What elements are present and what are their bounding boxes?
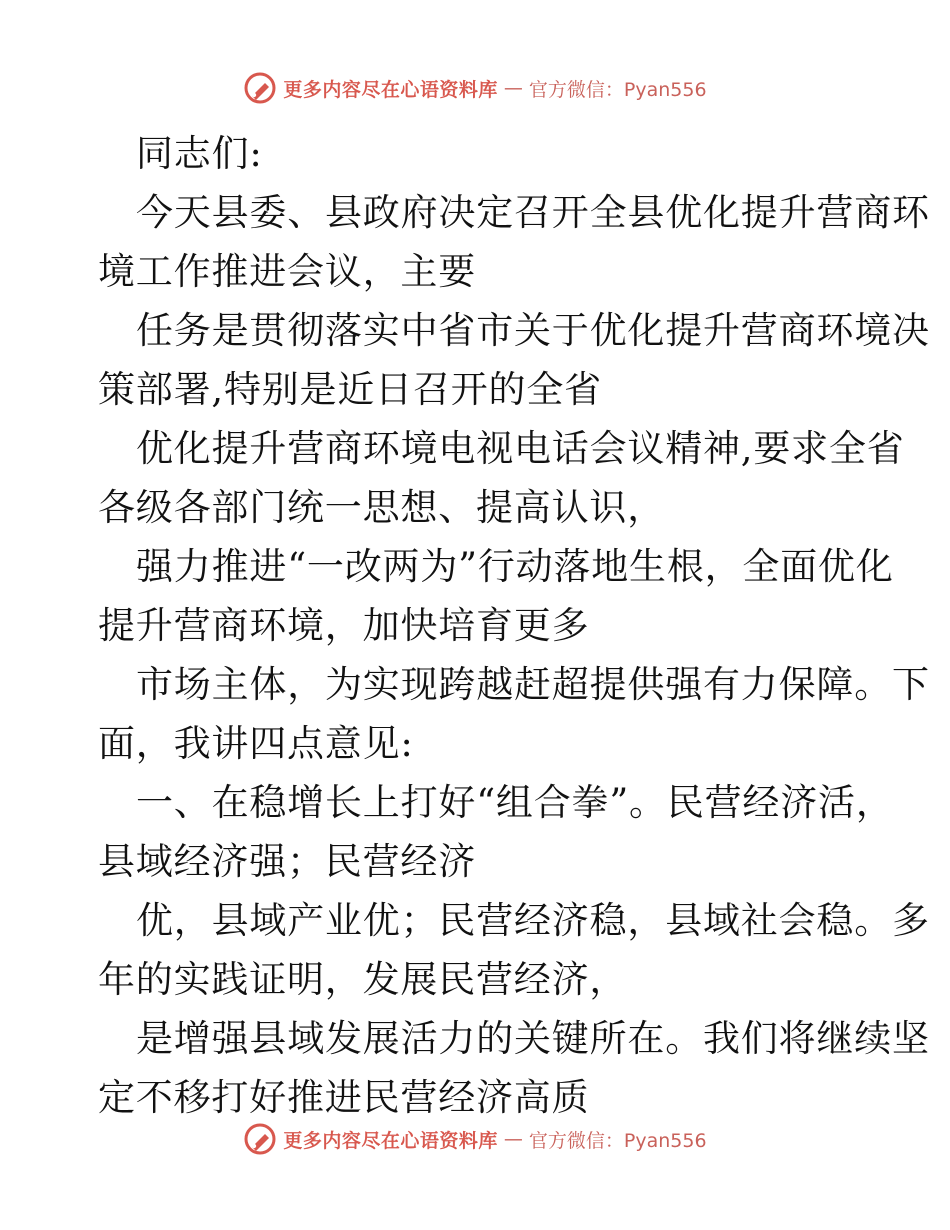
text-line: 优化提升营商环境电视电话会议精神,要求全省 (136, 427, 905, 470)
text-line: 各级各部门统一思想、提高认识， (98, 486, 665, 529)
document-body (98, 124, 930, 1127)
watermark-separator: — (503, 1128, 523, 1150)
text-line: 面，我讲四点意见: (98, 722, 414, 765)
text-line: 任务是贯彻落实中省市关于优化提升营商环境决 (136, 309, 930, 352)
text-line: 提升营商环境，加快培育更多 (98, 604, 590, 647)
text-line: 定不移打好推进民营经济高质 (98, 1076, 590, 1119)
text-line: 年的实践证明，发展民营经济， (98, 958, 628, 1001)
watermark-wechat: 官方微信：Pyan556 (528, 1129, 707, 1152)
pen-logo-icon (243, 1122, 277, 1156)
text-line: 境工作推进会议，主要 (98, 250, 476, 293)
text-line: 是增强县域发展活力的关键所在。我们将继续坚 (136, 1017, 930, 1060)
pen-logo-icon (243, 71, 277, 105)
watermark-separator: — (503, 77, 523, 99)
header-watermark (0, 68, 950, 108)
text-line: 市场主体，为实现跨越赶超提供强有力保障。下 (136, 663, 930, 706)
section-heading-line: 一、在稳增长上打好“组合拳”。民营经济活， (136, 781, 894, 824)
text-line: 今天县委、县政府决定召开全县优化提升营商环 (136, 191, 930, 234)
text-line: 策部署,特别是近日召开的全省 (98, 368, 602, 411)
text-line: 优，县域产业优；民营经济稳，县域社会稳。多 (136, 899, 930, 942)
footer-watermark (0, 1119, 950, 1159)
text-line: 强力推进“一改两为”行动落地生根，全面优化 (136, 545, 894, 588)
watermark-brand: 更多内容尽在心语资料库 (283, 1129, 498, 1152)
watermark-brand: 更多内容尽在心语资料库 (283, 78, 498, 101)
text-line: 县域经济强；民营经济 (98, 840, 476, 883)
watermark-wechat: 官方微信：Pyan556 (528, 78, 707, 101)
greeting-line: 同志们: (136, 132, 263, 175)
